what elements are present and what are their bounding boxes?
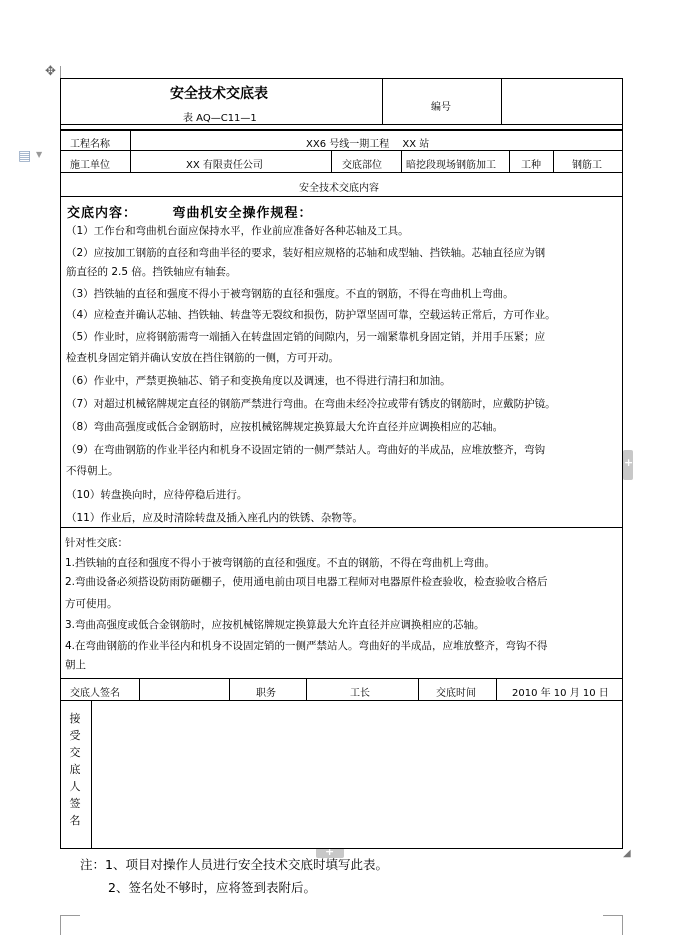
content-line: （6）作业中，严禁更换轴芯、销子和变换角度以及调速，也不得进行清扫和加油。 (66, 375, 451, 387)
crop-mark (60, 915, 61, 935)
label-char: 人 (69, 780, 81, 793)
targeted-heading: 针对性交底： (65, 537, 128, 549)
disclosure-part-value: 暗挖段现场钢筋加工 (406, 160, 496, 171)
table-divider (60, 124, 623, 125)
table-divider (401, 150, 402, 172)
targeted-line: 方可使用。 (65, 598, 118, 610)
table-divider (553, 150, 554, 172)
crop-mark (622, 915, 623, 935)
table-move-handle-icon[interactable]: ✥ (45, 64, 56, 79)
note-line: 注：1、项目对操作人员进行安全技术交底时填写此表。 (80, 857, 388, 872)
project-name-label: 工程名称 (70, 139, 110, 150)
table-border (60, 78, 623, 79)
chevron-down-icon[interactable]: ▼ (36, 150, 43, 159)
content-line: 检查机身固定销并确认安放在挡住钢筋的一侧，方可开动。 (66, 352, 339, 364)
targeted-line: 4.在弯曲钢筋的作业半径内和机身不设固定销的一侧严禁站人。弯曲好的半成品，应堆放整齐，弯钩不得 (65, 640, 548, 652)
receiver-signature-area[interactable] (93, 702, 620, 846)
targeted-line: 1.挡铁轴的直径和强度不得小于被弯钢筋的直径和强度。不直的钢筋，不得在弯曲机上弯曲。 (65, 557, 496, 569)
position-value: 工长 (350, 688, 370, 699)
content-line: 不得朝上。 (66, 465, 119, 477)
content-heading: 交底内容： 弯曲机安全操作规程： (67, 206, 313, 221)
plus-icon: + (325, 845, 335, 858)
crop-mark (60, 915, 80, 916)
crop-mark (603, 915, 623, 916)
targeted-line: 2.弯曲设备必须搭设防雨防砸棚子，使用通电前由项目电器工程师对电器原件检查验收，检查验收合格后 (65, 576, 548, 588)
table-divider (509, 150, 510, 172)
content-line: （2）应按加工钢筋的直径和弯曲半径的要求，装好相应规格的芯轴和成型轴、挡铁轴。芯轴直径应为钢 (66, 247, 546, 259)
table-divider (331, 150, 332, 172)
table-divider (60, 150, 623, 151)
number-label: 编号 (431, 102, 451, 113)
trade-label: 工种 (521, 160, 541, 171)
form-code: 表 AQ—C11—1 (183, 113, 257, 124)
table-border (60, 78, 61, 849)
targeted-line: 3.弯曲高强度或低合金钢筋时，应按机械铭牌规定换算最大允许直径并应调换相应的芯轴。 (65, 619, 485, 631)
table-divider (60, 678, 623, 679)
table-divider (229, 678, 230, 700)
content-line: （3）挡铁轴的直径和强度不得小于被弯钢筋的直径和强度。不直的钢筋，不得在弯曲机上弯曲。 (66, 288, 514, 300)
label-char: 底 (69, 763, 81, 776)
disclosure-time-value: 2010 年 10 月 10 日 (512, 688, 609, 699)
label-char: 受 (69, 729, 81, 742)
table-divider (382, 78, 383, 124)
content-line: （5）作业时，应将钢筋需弯一端插入在转盘固定销的间隙内，另一端紧靠机身固定销，并用手压紧；应 (66, 331, 546, 343)
label-char: 接 (69, 712, 81, 725)
content-line: 筋直径的 2.5 倍。挡铁轴应有轴套。 (66, 266, 237, 278)
construction-unit-value: XX 有限责任公司 (186, 160, 263, 171)
construction-unit-label: 施工单位 (70, 160, 110, 171)
table-divider (60, 700, 623, 701)
table-border (60, 848, 623, 849)
trade-value: 钢筋工 (572, 160, 602, 171)
table-divider (60, 527, 623, 528)
label-char: 名 (69, 814, 81, 827)
content-line: （1）工作台和弯曲机台面应保持水平，作业前应准备好各种芯轴及工具。 (66, 225, 409, 237)
table-divider (60, 129, 623, 131)
table-divider (418, 678, 419, 700)
table-divider (91, 700, 92, 848)
content-section-header: 安全技术交底内容 (299, 183, 379, 194)
document-icon[interactable]: ▤ (18, 148, 32, 164)
content-line: （11）作业后，应及时清除转盘及插入座孔内的铁锈、杂物等。 (66, 512, 363, 524)
giver-signature-label: 交底人签名 (70, 688, 120, 699)
table-divider (139, 678, 140, 700)
table-divider (60, 196, 623, 197)
table-divider (496, 678, 497, 700)
label-char: 交 (69, 746, 81, 759)
plus-icon: + (624, 456, 634, 469)
position-label: 职务 (256, 688, 276, 699)
targeted-line: 朝上 (65, 659, 86, 671)
content-line: （10）转盘换向时，应待停稳后进行。 (66, 489, 248, 501)
disclosure-time-label: 交底时间 (436, 688, 476, 699)
receiver-signature-label (68, 710, 82, 829)
disclosure-part-label: 交底部位 (342, 160, 382, 171)
content-line: （4）应检查并确认芯轴、挡铁轴、转盘等无裂纹和损伤，防护罩坚固可靠，空载运转正常后，方可作业。 (66, 309, 556, 321)
table-divider (60, 172, 623, 173)
table-resize-handle-icon[interactable]: ◢ (623, 848, 631, 859)
table-divider (306, 678, 307, 700)
label-char: 签 (69, 797, 81, 810)
note-line: 2、签名处不够时，应将签到表附后。 (108, 880, 316, 895)
project-name-value: XX6 号线一期工程 XX 站 (306, 139, 430, 150)
table-divider (501, 78, 502, 124)
form-title: 安全技术交底表 (170, 86, 268, 102)
content-line: （8）弯曲高强度或低合金钢筋时，应按机械铭牌规定换算最大允许直径并应调换相应的芯轴。 (66, 421, 504, 433)
table-border (622, 78, 623, 849)
content-line: （9）在弯曲钢筋的作业半径内和机身不设固定销的一侧严禁站人。弯曲好的半成品，应堆放整齐，弯钩 (66, 444, 546, 456)
content-line: （7）对超过机械铭牌规定直径的钢筋严禁进行弯曲。在弯曲未经冷拉或带有锈皮的钢筋时，应戴防护镜。 (66, 398, 556, 410)
